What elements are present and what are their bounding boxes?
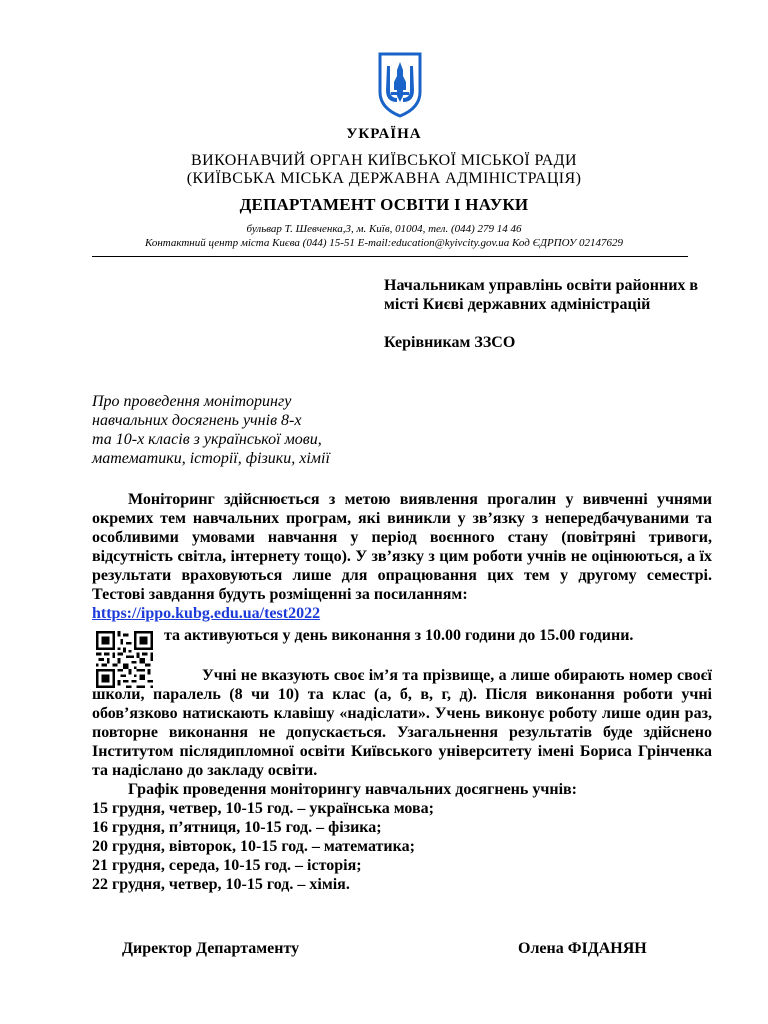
signatory-position: Директор Департаменту bbox=[122, 940, 300, 957]
recipient-line-2: місті Києві державних адміністрацій bbox=[384, 296, 651, 313]
organ-line-2: (КИЇВСЬКА МІСЬКА ДЕРЖАВНА АДМІНІСТРАЦІЯ) bbox=[186, 170, 582, 187]
signatory-name: Олена ФІДАНЯН bbox=[518, 940, 647, 957]
country-name: УКРАЇНА bbox=[346, 126, 422, 142]
department-name: ДЕПАРТАМЕНТ ОСВІТИ І НАУКИ bbox=[239, 195, 529, 214]
paragraph-1-text: Моніторинг здійснюється з метою виявлення прогалин у вивченні учнями окремих тем навчальних програм, які виникли у зв’язку з непередбачуваними та особливими умовами навчання у період воєнного стану (повітряні тривоги, відсутність світла, інтернету тощо). У зв’язку з цим роботи учнів не оцінюються, а їх результати враховуються лише для опрацювання цих тем у другому семестрі. Тестові завдання будуть розміщенні за посиланням: bbox=[92, 491, 712, 603]
schedule-title: Графік проведення моніторингу навчальних досягнень учнів: bbox=[128, 781, 578, 798]
schedule-item: 20 грудня, вівторок, 10-15 год. – математика; bbox=[92, 838, 415, 855]
contact-line: Контактний центр міста Києва (044) 15-51 E-mail:education@kyivcity.gov.ua Код ЄДРПОУ 02147629 bbox=[144, 237, 624, 249]
schedule-item: 16 грудня, п’ятниця, 10-15 год. – фізика; bbox=[92, 819, 382, 836]
address-line: бульвар Т. Шевченка,3, м. Київ, 01004, тел. (044) 279 14 46 bbox=[246, 223, 522, 235]
recipient-line-1: Начальникам управлінь освіти районних в bbox=[384, 277, 699, 294]
paragraph-2-text: Учні не вказують своє ім’я та прізвище, а лише обирають номер своєї школи, паралель (8 чи 10) та клас (а, б, в, г, д). Після виконання роботи учні обов’язково натискають клавішу «надіслати». Учень виконує роботу лише один раз, повторне виконання не допускається. Узагальнення результатів буде здійснено Інститутом післядипломної освіти Київського університету імені Бориса Грінченка та надіслано до закладу освіти. bbox=[92, 667, 712, 779]
recipient-line-3: Керівникам ЗЗСО bbox=[384, 334, 516, 351]
trident-emblem-icon bbox=[374, 52, 426, 118]
activation-time-text: та активуються у день виконання з 10.00 години до 15.00 години. bbox=[164, 627, 634, 644]
letter-subject bbox=[92, 392, 382, 468]
schedule-item: 15 грудня, четвер, 10-15 год. – українська мова; bbox=[92, 800, 434, 817]
schedule-item: 21 грудня, середа, 10-15 год. – історія; bbox=[92, 857, 362, 874]
subject-line-4: математики, історії, фізики, хімії bbox=[92, 450, 330, 467]
test-link[interactable]: https://ippo.kubg.edu.ua/test2022 bbox=[92, 605, 321, 622]
subject-line-1: Про проведення моніторингу bbox=[92, 393, 292, 410]
body-paragraph-2 bbox=[92, 666, 712, 894]
organ-line-1: ВИКОНАВЧИЙ ОРГАН КИЇВСЬКОЇ МІСЬКОЇ РАДИ bbox=[191, 152, 577, 169]
body-paragraph-1 bbox=[92, 490, 712, 623]
subject-line-3: та 10-х класів з української мови, bbox=[92, 431, 322, 448]
schedule-item: 22 грудня, четвер, 10-15 год. – хімія. bbox=[92, 876, 350, 893]
subject-line-2: навчальних досягнень учнів 8-х bbox=[92, 412, 302, 429]
header-divider bbox=[92, 256, 688, 257]
